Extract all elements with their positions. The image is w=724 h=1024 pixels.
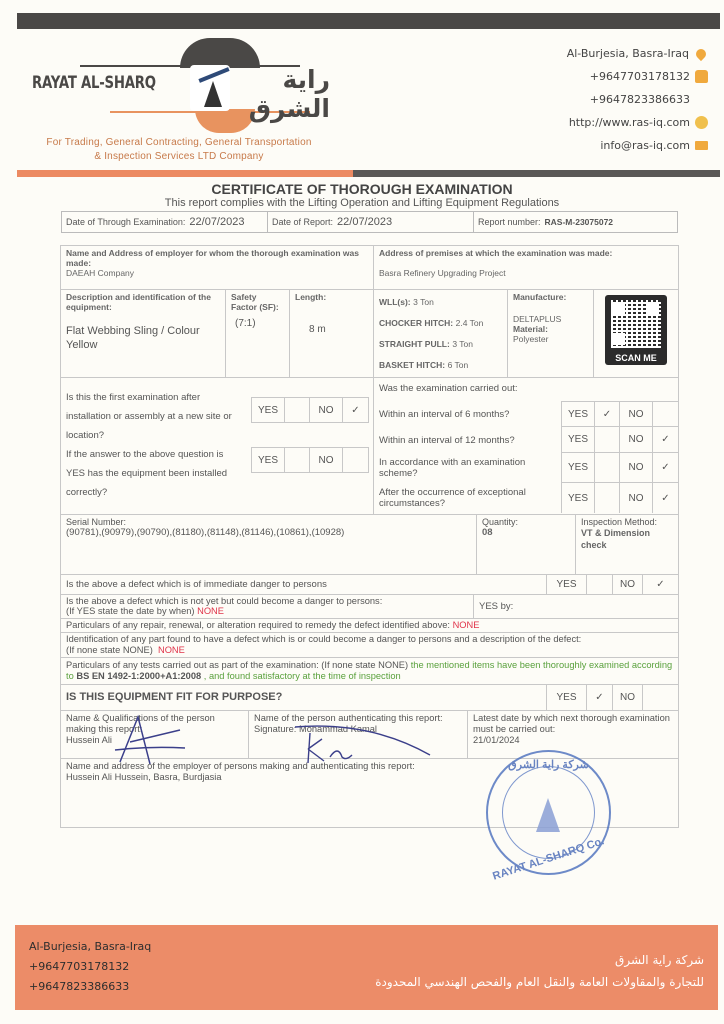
row-serial: [61, 515, 678, 575]
yes-checkbox[interactable]: [595, 453, 620, 482]
question-12-months-text: Within an interval of 12 months?: [379, 434, 515, 446]
row-signatures: [61, 711, 678, 759]
report-maker-cell: [61, 711, 249, 758]
material-value: Polyester: [513, 334, 549, 344]
report-number-cell: [474, 212, 677, 232]
wll-value: 3 Ton: [413, 297, 434, 307]
no-checkbox[interactable]: [643, 685, 678, 710]
choker-value: 2.4 Ton: [455, 318, 484, 328]
installed-yes-no: [251, 447, 369, 473]
footer-arabic: [375, 949, 704, 993]
row-employer-premises: [61, 246, 678, 290]
fit-yes-no: [547, 685, 678, 710]
exam-date-cell: [62, 212, 268, 232]
quantity-label: Quantity:: [482, 517, 519, 527]
tagline-line-1: For Trading, General Contracting, General Transportation: [46, 137, 312, 148]
authenticator-value: Signature: Mohammad Kamal: [254, 724, 377, 734]
yes-checkbox[interactable]: [587, 575, 613, 594]
serial-cell: [61, 515, 477, 574]
future-danger-text: Is the above a defect which is not yet but could become a danger to persons:: [66, 596, 383, 606]
yes-by-label: YES by:: [479, 601, 514, 612]
serial-value: (90781),(90979),(90790),(81180),(81148),(81146),(10861),(10928): [66, 527, 345, 538]
question-exceptional-text: After the occurrence of exceptional circumstances?: [379, 487, 526, 509]
first-exam-yes-no: [251, 397, 369, 423]
web-icon: [695, 116, 708, 129]
length-label: Length:: [295, 292, 327, 302]
report-maker-label: Name & Qualifications of the person making this report:: [66, 713, 215, 734]
choker-row: [379, 313, 502, 334]
report-number-value: RAS-M-23075072: [544, 217, 614, 227]
authenticator-cell: [249, 711, 468, 758]
question-installed-text: If the answer to the above question is YES has the equipment been installed correctly?: [66, 449, 228, 498]
question-installed-correctly: [66, 445, 369, 502]
wll-label: WLL(s):: [379, 297, 411, 307]
premises-value: Basra Refinery Upgrading Project: [379, 268, 506, 278]
no-label: NO: [620, 402, 653, 426]
no-checkbox[interactable]: ✓: [661, 492, 670, 504]
fit-question: IS THIS EQUIPMENT FIT FOR PURPOSE?: [61, 685, 547, 710]
yes-label: YES: [562, 402, 595, 426]
no-checkbox[interactable]: [653, 402, 678, 426]
row-immediate-danger: [61, 575, 678, 595]
equipment-desc-value: Flat Webbing Sling / Colour Yellow: [66, 325, 200, 351]
wll-cell: [374, 290, 508, 377]
no-label: NO: [310, 398, 343, 422]
phone-1-text[interactable]: +9647703178132: [589, 69, 690, 83]
exam-date-label: Date of Through Examination:: [66, 217, 186, 227]
row-identification: [61, 633, 678, 658]
inspection-method-value: VT & Dimension check: [581, 528, 651, 550]
tests-text: Particulars of any tests carried out as part of the examination: (If none state NONE): [66, 660, 409, 670]
safety-factor-cell: [226, 290, 290, 377]
header-top-bar: [17, 13, 720, 29]
yes-label: YES: [547, 575, 587, 594]
no-label: NO: [620, 453, 653, 482]
basket-value: 6 Ton: [447, 360, 469, 370]
footer-arabic-line-1: شركة راية الشرق: [615, 953, 704, 967]
no-checkbox[interactable]: ✓: [661, 434, 670, 445]
basket-label: BASKET HITCH:: [379, 360, 446, 370]
yes-checkbox[interactable]: [285, 448, 310, 472]
straight-value: 3 Ton: [452, 339, 473, 349]
equipment-desc-cell: [61, 290, 226, 377]
safety-factor-value: (7:1): [235, 318, 256, 329]
mail-icon: [695, 141, 708, 150]
question-exceptional: [379, 483, 678, 513]
website-link[interactable]: http://www.ras-iq.com: [568, 115, 690, 129]
immediate-danger-text: Is the above a defect which is of immediate danger to persons: [61, 575, 547, 594]
no-checkbox[interactable]: ✓: [656, 579, 665, 590]
report-date-value: 22/07/2023: [337, 216, 393, 228]
employer-label: Name and Address of employer for whom the thorough examination was made:: [66, 248, 359, 268]
tests-value-1: the mentioned items have been thoroughly examined according to: [66, 660, 673, 681]
tests-standard: BS EN 1492-1:2000+A1:2008: [76, 671, 202, 681]
certificate-title: CERTIFICATE OF THOROUGH EXAMINATION: [211, 181, 513, 197]
yes-checkbox[interactable]: ✓: [595, 402, 620, 426]
yes-label: YES: [252, 448, 285, 472]
contact-website[interactable]: [567, 111, 708, 134]
length-cell: [290, 290, 374, 377]
repair-value: NONE: [452, 620, 480, 630]
no-checkbox[interactable]: [343, 448, 368, 472]
report-date-label: Date of Report:: [272, 217, 334, 227]
qr-code[interactable]: [605, 295, 667, 365]
no-label: NO: [620, 483, 653, 513]
company-stamp: [486, 750, 611, 883]
location-pin-icon: [694, 46, 708, 60]
safety-factor-label: Safety Factor (SF):: [231, 292, 279, 312]
report-maker-value: Hussein Ali: [66, 735, 112, 745]
yes-label: YES: [547, 685, 587, 710]
immediate-danger-yes-no: [547, 575, 678, 594]
footer-phone-2[interactable]: +9647823386633: [29, 980, 130, 993]
next-exam-value: 21/01/2024: [473, 735, 520, 745]
material-label: Material:: [513, 324, 548, 334]
yes-checkbox[interactable]: [595, 427, 620, 452]
row-fit-for-purpose: [61, 685, 678, 711]
exceptional-yes-no: [561, 483, 678, 513]
row-tests: [61, 658, 678, 685]
divider-dark: [353, 170, 720, 177]
yes-label: YES: [252, 398, 285, 422]
exam-date-value: 22/07/2023: [189, 216, 245, 228]
question-first-exam-text: Is this the first examination after installation or assembly at a new site or location?: [66, 392, 232, 441]
employer-persons-value: Hussein Ali Hussein, Basra, Burdjasia: [66, 772, 222, 782]
quantity-cell: [477, 515, 576, 574]
identification-value: NONE: [157, 645, 185, 655]
employer-cell: [61, 246, 374, 289]
stamp-arabic-text: شركة راية الشرق: [508, 759, 589, 771]
phone-2-text[interactable]: +9647823386633: [589, 92, 690, 106]
header-contacts: [567, 42, 708, 157]
wll-row: [379, 292, 502, 313]
company-name-en: RAYAT AL-SHARQ: [32, 73, 156, 93]
future-danger-hint: (If YES state the date by when): [66, 606, 195, 616]
divider-orange: [17, 170, 353, 177]
date-bar: [61, 211, 678, 233]
question-exam-scheme: [379, 453, 678, 483]
no-checkbox[interactable]: ✓: [351, 404, 360, 416]
footer-address: Al-Burjesia, Basra-Iraq: [29, 940, 152, 953]
equipment-desc-label: Description and identification of the equipment:: [66, 292, 211, 312]
yes-checkbox[interactable]: ✓: [587, 685, 613, 710]
contact-address: [567, 42, 708, 65]
yes-label: YES: [562, 427, 595, 452]
row-questions: [61, 378, 678, 515]
report-number-label: Report number:: [478, 217, 541, 227]
inspection-method-cell: [576, 515, 678, 574]
footer-arabic-line-2: للتجارة والمقاولات العامة والنقل العام والفحص الهندسي المحدودة: [375, 975, 704, 989]
no-label: NO: [613, 685, 643, 710]
address-text: Al-Burjesia, Basra-Iraq: [566, 46, 689, 60]
quantity-value: 08: [482, 527, 493, 538]
row-future-danger: [61, 595, 678, 619]
tests-value-2: , and found satisfactory at the time of inspection: [203, 671, 401, 681]
exam-scheme-yes-no: [561, 453, 678, 483]
contact-phone-1[interactable]: [567, 65, 708, 88]
employer-value: DAEAH Company: [66, 268, 135, 278]
straight-label: STRAIGHT PULL:: [379, 339, 450, 349]
company-tagline: [36, 136, 322, 164]
tests-cell: [61, 658, 678, 684]
inspection-method-label: Inspection Method:: [581, 517, 658, 527]
row-repair: [61, 619, 678, 633]
footer: [15, 925, 718, 1010]
no-checkbox[interactable]: ✓: [661, 462, 670, 473]
next-exam-cell: [468, 711, 678, 758]
contact-phone-2[interactable]: [567, 88, 708, 111]
examination-form: [60, 245, 679, 828]
straight-row: [379, 334, 502, 355]
yes-checkbox[interactable]: [285, 398, 310, 422]
question-12-months: [379, 427, 678, 453]
company-name-ar: راية الشرق: [248, 65, 330, 123]
employer-persons-label: Name and address of the employer of persons making and authenticating this report:: [66, 761, 415, 771]
no-label: NO: [620, 427, 653, 452]
phone-icon: [695, 70, 708, 83]
footer-phone-1[interactable]: +9647703178132: [29, 960, 130, 973]
email-link[interactable]: info@ras-iq.com: [600, 138, 690, 152]
premises-label: Address of premises at which the examination was made:: [379, 248, 613, 258]
identification-cell: [61, 633, 678, 657]
row-equipment: [61, 290, 678, 378]
serial-label: Serial Number:: [66, 517, 127, 527]
stamp-tower-icon: [536, 798, 560, 832]
questions-left-cell: [61, 378, 374, 514]
basket-row: [379, 355, 502, 376]
company-logo: [30, 35, 330, 135]
6-months-yes-no: [561, 401, 678, 427]
future-danger-value: NONE: [197, 606, 224, 616]
footer-contacts: [29, 937, 151, 997]
repair-cell: [61, 619, 678, 632]
identification-text: Identification of any part found to have a defect which is or could become a danger to persons and a description of the defect:: [66, 634, 582, 644]
yes-label: YES: [562, 453, 595, 482]
questions-right-heading: Was the examination carried out:: [379, 383, 518, 394]
scan-me-label: SCAN ME: [615, 353, 657, 363]
contact-email[interactable]: [567, 134, 708, 157]
manufacture-value: DELTAPLUS: [513, 314, 562, 324]
manufacture-cell: [508, 290, 594, 377]
choker-label: CHOCKER HITCH:: [379, 318, 454, 328]
no-label: NO: [310, 448, 343, 472]
question-6-months-text: Within an interval of 6 months?: [379, 408, 510, 420]
premises-cell: [374, 246, 678, 289]
certificate-subtitle: This report complies with the Lifting Operation and Lifting Equipment Regulations: [164, 197, 560, 209]
question-6-months: [379, 401, 678, 427]
qr-code-pattern: [611, 300, 661, 348]
stamp-english-text: RAYAT AL-SHARQ Co.: [491, 835, 606, 883]
question-first-exam: [66, 388, 369, 445]
gear-top-shape: [180, 38, 260, 68]
12-months-yes-no: [561, 427, 678, 453]
repair-text: Particulars of any repair, renewal, or alteration required to remedy the defect identified above:: [66, 620, 450, 630]
tagline-line-2: & Inspection Services LTD Company: [94, 151, 264, 162]
yes-label: YES: [562, 483, 595, 513]
questions-right-cell: [374, 378, 678, 514]
no-label: NO: [613, 575, 643, 594]
report-date-cell: [268, 212, 474, 232]
manufacture-label: Manufacture:: [513, 292, 567, 302]
question-exam-scheme-text: In accordance with an examination scheme?: [379, 457, 526, 479]
future-danger-cell: [61, 595, 474, 618]
authenticator-label: Name of the person authenticating this report:: [254, 713, 443, 723]
identification-hint: (If none state NONE): [66, 645, 153, 655]
yes-checkbox[interactable]: [595, 483, 620, 513]
length-value: 8 m: [309, 324, 326, 335]
qr-cell: [594, 290, 678, 377]
next-exam-label: Latest date by which next thorough examination must be carried out:: [473, 713, 670, 734]
